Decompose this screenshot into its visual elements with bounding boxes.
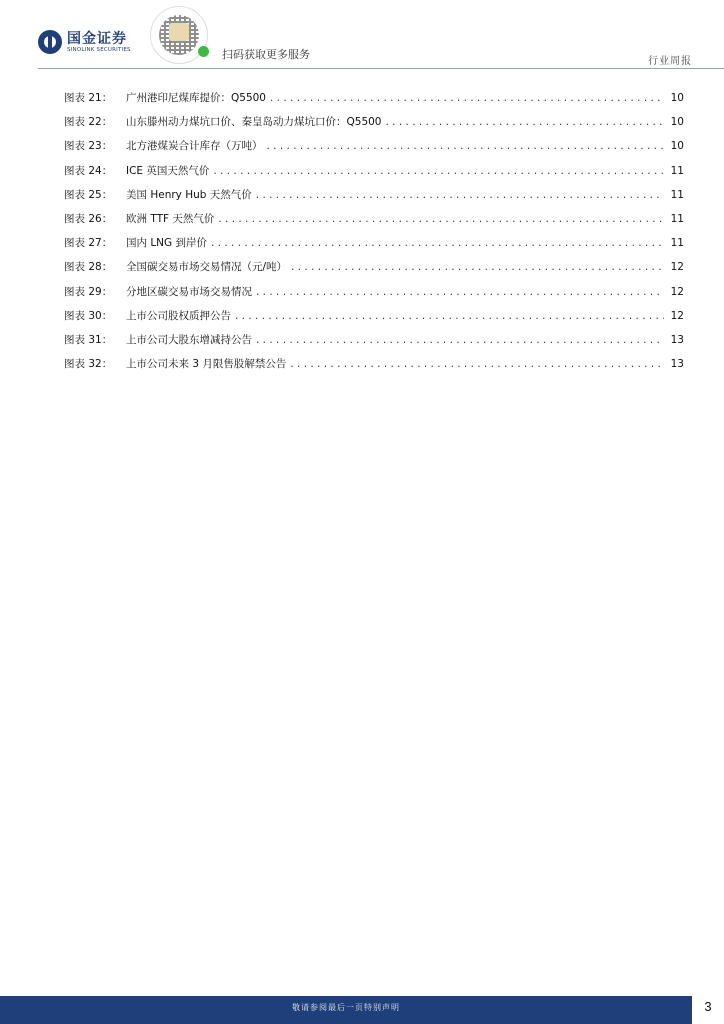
- figure-title: 山东滕州动力煤坑口价、秦皇岛动力煤坑口价：Q5500: [126, 116, 382, 129]
- page-header: [0, 0, 724, 68]
- figure-title: 北方港煤炭合计库存（万吨）: [126, 140, 263, 153]
- toc-entry[interactable]: [64, 356, 684, 380]
- dot-leader: [290, 358, 664, 370]
- page-number: 3: [704, 999, 712, 1014]
- figure-title: 广州港印尼煤库提价：Q5500: [126, 92, 266, 104]
- toc-entry[interactable]: [64, 187, 684, 211]
- toc-entry[interactable]: [64, 308, 684, 332]
- figure-label: 图表 30：: [64, 309, 113, 322]
- dot-leader: [211, 237, 664, 249]
- toc-entry[interactable]: [64, 259, 684, 283]
- toc-entry[interactable]: [64, 284, 684, 308]
- toc-entry[interactable]: [64, 235, 684, 259]
- figure-label: 图表 21：: [64, 92, 113, 104]
- figure-label: 图表 23：: [64, 140, 113, 153]
- dot-leader: [218, 213, 664, 225]
- page-ref: 10: [670, 116, 684, 129]
- figure-title: 欧洲 TTF 天然气价: [126, 212, 215, 225]
- figure-label: 图表 31：: [64, 333, 113, 346]
- dot-leader: [267, 140, 665, 152]
- page-ref: 12: [670, 309, 684, 322]
- brand-name-cn: 国金证券: [67, 30, 127, 47]
- toc-entry[interactable]: [64, 138, 684, 162]
- figure-label: 图表 29：: [64, 285, 113, 298]
- figure-title: 上市公司股权质押公告: [126, 309, 231, 322]
- dot-leader: [256, 334, 664, 346]
- dot-leader: [256, 189, 664, 201]
- figure-title: 分地区碳交易市场交易情况: [126, 285, 252, 298]
- dot-leader: [235, 310, 664, 322]
- page-ref: 12: [670, 261, 684, 274]
- footer-disclaimer: 敬请参阅最后一页特别声明: [292, 1003, 400, 1012]
- figure-label: 图表 22：: [64, 116, 113, 129]
- header-divider: [38, 68, 724, 69]
- dot-leader: [386, 116, 665, 128]
- page-ref: 11: [670, 164, 684, 177]
- page-ref: 11: [670, 188, 684, 201]
- brand-logo: [38, 30, 131, 54]
- report-type-label: 行业周报: [648, 56, 692, 67]
- page-ref: 13: [670, 358, 684, 371]
- figure-title: 国内 LNG 到岸价: [126, 237, 208, 250]
- figure-index: [64, 90, 684, 380]
- toc-entry[interactable]: [64, 114, 684, 138]
- page-ref: 10: [670, 92, 684, 104]
- figure-title: 美国 Henry Hub 天然气价: [126, 188, 252, 201]
- qr-caption: 扫码获取更多服务: [222, 48, 310, 61]
- page-ref: 11: [670, 237, 684, 250]
- page-ref: 11: [670, 212, 684, 225]
- toc-entry[interactable]: [64, 163, 684, 187]
- figure-label: 图表 25：: [64, 188, 113, 201]
- figure-title: ICE 英国天然气价: [126, 164, 210, 177]
- figure-label: 图表 32：: [64, 358, 113, 371]
- page-ref: 10: [670, 140, 684, 153]
- figure-title: 上市公司未来 3 月限售股解禁公告: [126, 358, 287, 371]
- figure-title: 全国碳交易市场交易情况（元/吨）: [126, 261, 288, 274]
- figure-label: 图表 28：: [64, 261, 113, 274]
- dot-leader: [213, 165, 664, 177]
- page-ref: 13: [670, 333, 684, 346]
- toc-entry[interactable]: [64, 332, 684, 356]
- figure-label: 图表 27：: [64, 237, 113, 250]
- toc-entry[interactable]: [64, 211, 684, 235]
- dot-leader: [291, 261, 664, 273]
- dot-leader: [256, 286, 664, 298]
- sinolink-logo-icon: [38, 30, 62, 54]
- figure-title: 上市公司大股东增减持公告: [126, 333, 252, 346]
- figure-label: 图表 24：: [64, 164, 113, 177]
- figure-label: 图表 26：: [64, 212, 113, 225]
- dot-leader: [270, 92, 664, 104]
- page-ref: 12: [670, 285, 684, 298]
- wechat-badge-icon: [198, 46, 209, 57]
- brand-name-en: SINOLINK SECURITIES: [67, 46, 131, 53]
- toc-entry[interactable]: [64, 90, 684, 114]
